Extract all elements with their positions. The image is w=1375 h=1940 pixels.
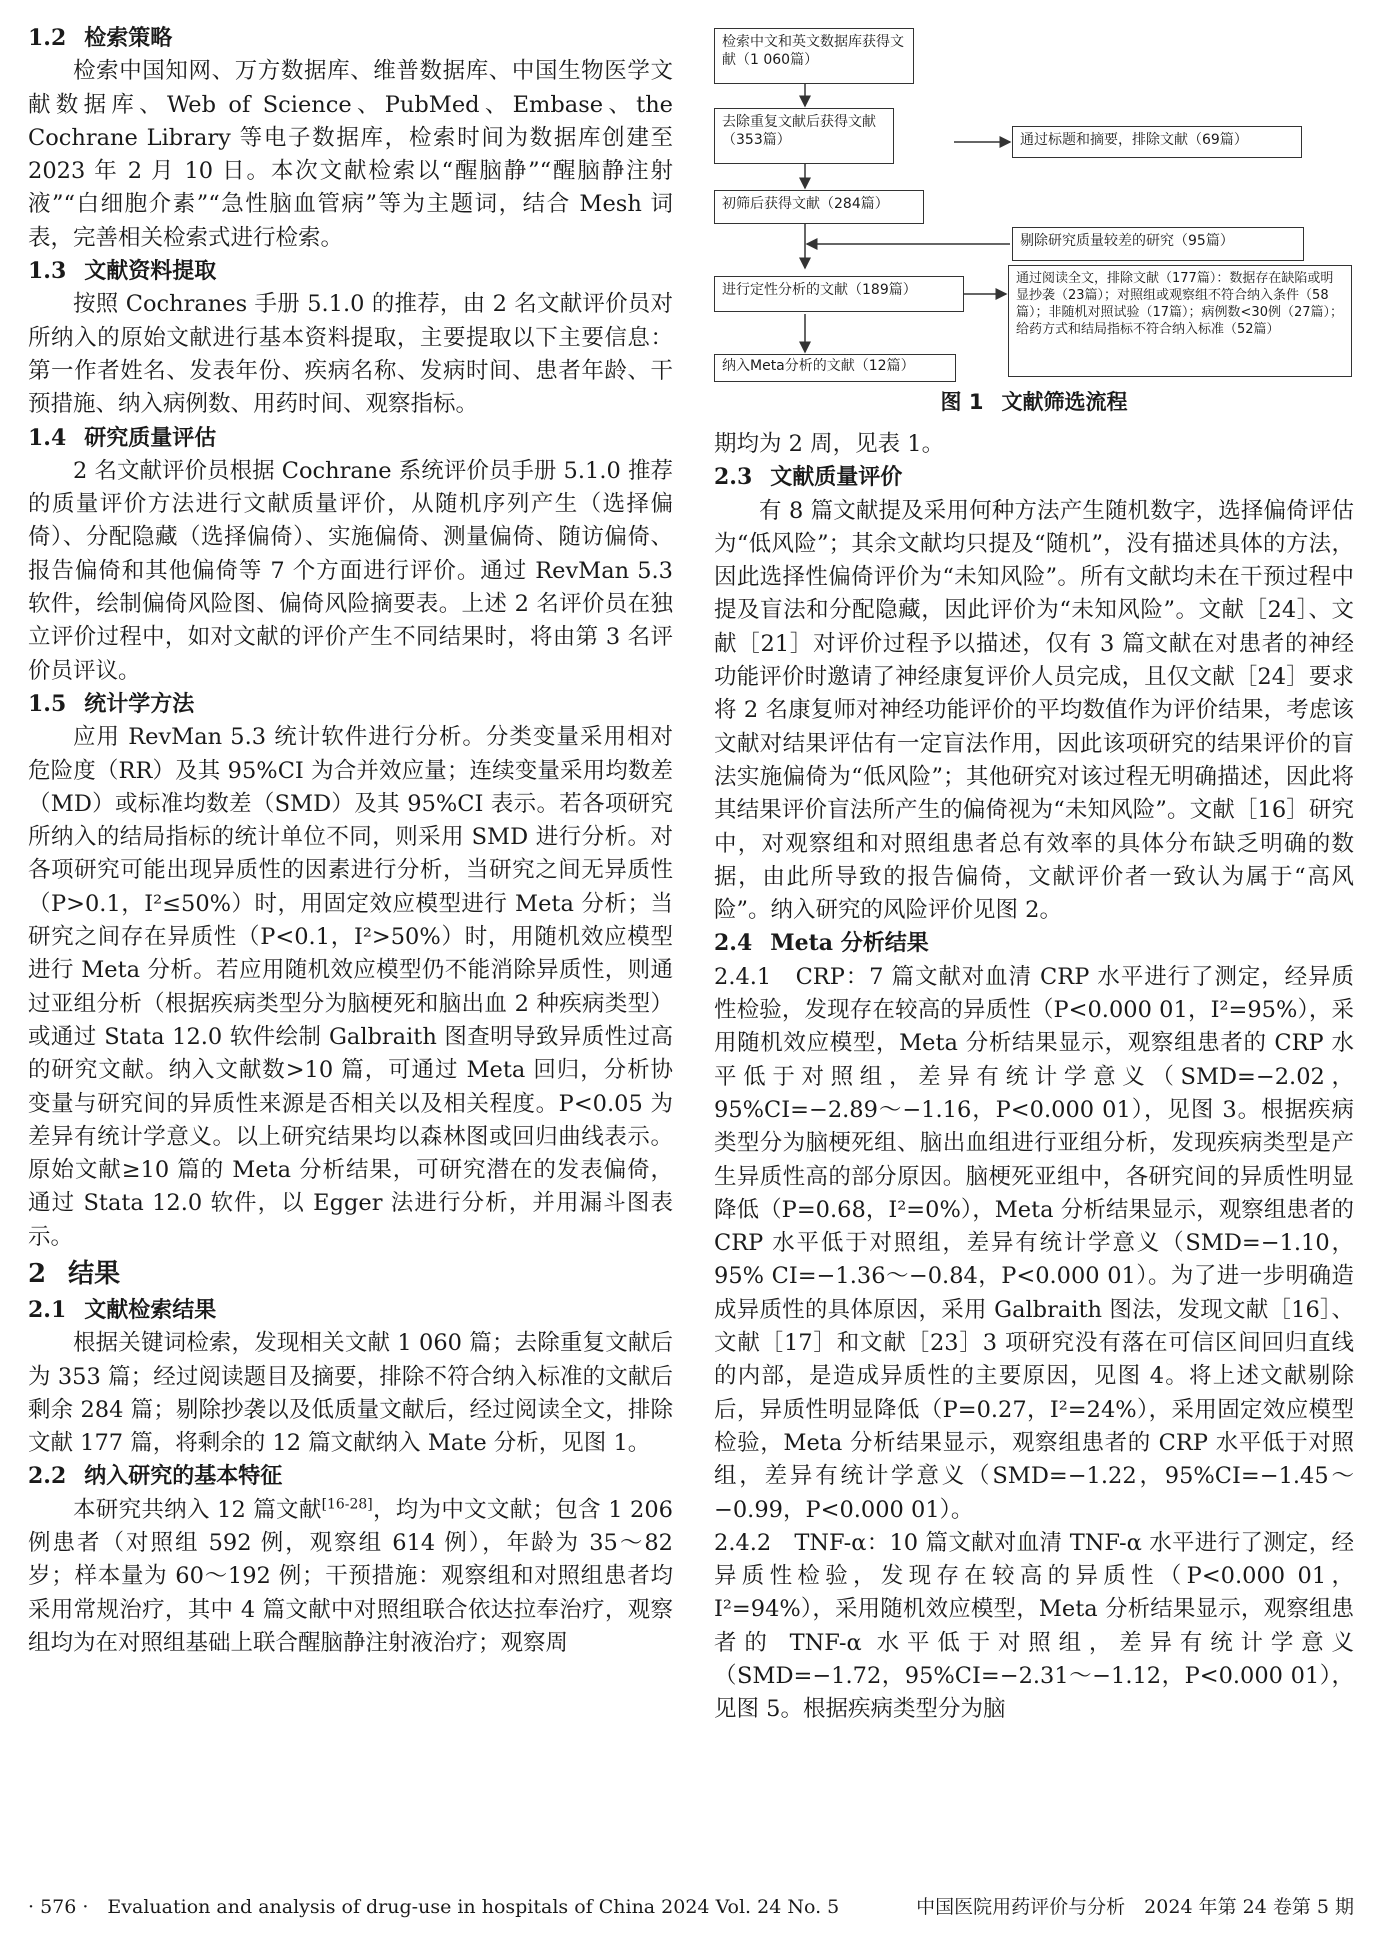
section-title: 纳入研究的基本特征 (84, 1463, 283, 1490)
section-heading (714, 461, 1354, 494)
figure-title: 文献筛选流程 (1001, 390, 1128, 414)
section-number: 2.2 (28, 1463, 67, 1490)
paragraph-text: 本研究共纳入 12 篇文献 (73, 1496, 322, 1523)
left-column (28, 22, 673, 1660)
section-heading (28, 255, 673, 288)
paragraph: 2.4.1 CRP：7 篇文献对血清 CRP 水平进行了测定，经异质性检验，发现存在较高的异质性（P<0.000 01，I²=95%），采用随机效应模型，Meta 分析结果显示，观察组患者的 CRP 水平低于对照组，差异有统计学意义（SMD=−2.02，95%CI=−2.89～−1.16，P<0.000 01），见图 3。根据疾病类型分为脑梗死组、脑出血组进行亚组分析，发现疾病类型是产生异质性高的部分原因。脑梗死亚组中，各研究间的异质性明显降低（P=0.68，I²=0%），Meta 分析结果显示，观察组患者的 CRP 水平低于对照组，差异有统计学意义（SMD=−1.10，95% CI=−1.36～−0.84，P<0.000 01）。为了进一步明确造成异质性的具体原因，采用 Galbraith 图法，发现文献［16］、文献［17］和文献［23］3 项研究没有落在可信区间回归直线的内部，是造成异质性的主要原因，见图 4。将上述文献剔除后，异质性明显降低（P=0.27，I²=24%），采用固定效应模型检验，Meta 分析结果显示，观察组患者的 CRP 水平低于对照组，差异有统计学意义（SMD=−1.22，95%CI=−1.45～−0.99，P<0.000 01）。 (714, 963, 1354, 1523)
section-title: 统计学方法 (84, 690, 195, 717)
section-number: 2.4 (714, 930, 753, 957)
section-number: 2.1 (28, 1296, 67, 1323)
section-number: 2.3 (714, 464, 753, 491)
flow-box-meta: 纳入Meta分析的文献（12篇） (714, 354, 956, 382)
page-footer (28, 1892, 1354, 1922)
flow-box-prelim: 初筛后获得文献（284篇） (714, 190, 924, 224)
section-number: 1.5 (28, 690, 67, 717)
flow-box-exclude-fulltext: 通过阅读全文，排除文献（177篇）：数据存在缺陷或明显抄袭（23篇）；对照组或观察组不符合纳入条件（58篇）；非随机对照试验（17篇）；病例数<30例（27篇）；给药方式和结局指标不符合纳入标准（52篇） (1008, 265, 1352, 377)
citation-ref: [16-28] (321, 1496, 373, 1513)
right-text (714, 428, 1354, 1727)
section-title: 检索策略 (84, 25, 173, 51)
figure-number: 图 1 (940, 390, 984, 414)
flow-box-dedup: 去除重复文献后获得文献（353篇） (714, 108, 894, 164)
paragraph: 根据关键词检索，发现相关文献 1 060 篇；去除重复文献后为 353 篇；经过阅读题目及摘要，排除不符合纳入标准的文献后剩余 284 篇；剔除抄袭以及低质量文献后，经过阅读全文，排除文献 177 篇，将剩余的 12 篇文献纳入 Mate 分析，见图 1。 (28, 1330, 673, 1457)
figure-caption (714, 382, 1354, 422)
paragraph: 检索中国知网、万方数据库、维普数据库、中国生物医学文献数据库、Web of Science、PubMed、Embase、the Cochrane Library 等电子数据库，检索时间为数据库创建至 2023 年 2 月 10 日。本次文献检索以“醒脑静”“醒脑静注射液”“白细胞介素”“急性脑血管病”等为主题词，结合 Mesh 词表，完善相关检索式进行检索。 (28, 58, 673, 251)
section-heading (28, 1294, 673, 1327)
section-heading (28, 1460, 673, 1493)
footer-right: 中国医院用药评价与分析 2024 年第 24 卷第 5 期 (916, 1896, 1354, 1918)
flow-box-exclude-title: 通过标题和摘要，排除文献（69篇） (1012, 126, 1302, 158)
flow-box-qualitative: 进行定性分析的文献（189篇） (714, 276, 964, 312)
paragraph: 按照 Cochranes 手册 5.1.0 的推荐，由 2 名文献评价员对所纳入的原始文献进行基本资料提取，主要提取以下主要信息：第一作者姓名、发表年份、疾病名称、发病时间、患者年龄、干预措施、纳入病例数、用药时间、观察指标。 (28, 291, 673, 418)
section-title: 结果 (68, 1258, 121, 1289)
section-number: 1.4 (28, 424, 67, 451)
section-heading (28, 422, 673, 455)
section-title: 文献检索结果 (84, 1296, 217, 1323)
paragraph: 应用 RevMan 5.3 统计软件进行分析。分类变量采用相对危险度（RR）及其 95%CI 为合并效应量；连续变量采用均数差（MD）或标准均数差（SMD）及其 95%CI 表示。若各项研究所纳入的结局指标的统计单位不同，则采用 SMD 进行分析。对各项研究可能出现异质性的因素进行分析，当研究之间无异质性（P>0.1，I²≤50%）时，用固定效应模型进行 Meta 分析；当研究之间存在异质性（P<0.1，I²>50%）时，用随机效应模型进行 Meta 分析。若应用随机效应模型仍不能消除异质性，则通过亚组分析（根据疾病类型分为脑梗死和脑出血 2 种疾病类型）或通过 Stata 12.0 软件绘制 Galbraith 图查明导致异质性过高的研究文献。纳入文献数>10 篇，可通过 Meta 回归，分析协变量与研究间的异质性来源是否相关以及相关程度。P<0.05 为差异有统计学意义。以上研究结果均以森林图或回归曲线表示。原始文献≥10 篇的 Meta 分析结果，可研究潜在的发表偏倚，通过 Stata 12.0 软件，以 Egger 法进行分析，并用漏斗图表示。 (28, 724, 674, 1250)
flowchart (714, 22, 1354, 382)
flow-box-search: 检索中文和英文数据库获得文献（1 060篇） (714, 28, 914, 84)
paragraph: 有 8 篇文献提及采用何种方法产生随机数字，选择偏倚评估为“低风险”；其余文献均只提及“随机”，没有描述具体的方法，因此选择性偏倚评价为“未知风险”。所有文献均未在干预过程中提及盲法和分配隐藏，因此评价为“未知风险”。文献［24］、文献［21］对评价过程予以描述，仅有 3 篇文献在对患者的神经功能评价时邀请了神经康复评价人员完成，且仅文献［24］要求将 2 名康复师对神经功能评价的平均数值作为评价结果，考虑该文献对结果评估有一定盲法作用，因此该项研究的结果评价的盲法实施偏倚为“低风险”；其他研究对该过程无明确描述，因此将其结果评价盲法所产生的偏倚视为“未知风险”。文献［16］研究中，对观察组和对照组患者总有效率的具体分布缺乏明确的数据，由此所导致的报告偏倚，文献评价者一致认为属于“高风险”。纳入研究的风险评价见图 2。 (714, 497, 1354, 924)
section-heading (28, 22, 673, 55)
paragraph-text: ，均为中文文献；包含 1 206 例患者（对照组 592 例，观察组 614 例），年龄为 35～82 岁；样本量为 60～192 例；干预措施：观察组和对照组患者均采用常规治疗，其中 4 篇文献中对照组联合依达拉奉治疗，观察组均为在对照组基础上联合醒脑静注射液治疗；观察周 (28, 1496, 673, 1656)
section-number: 2 (28, 1258, 47, 1289)
footer-left: · 576 · Evaluation and analysis of drug-use in hospitals of China 2024 Vol. 24 No. 5 (28, 1896, 840, 1918)
section-title: 文献质量评价 (770, 464, 903, 491)
section-title: 文献资料提取 (84, 258, 217, 285)
section-heading (28, 688, 673, 721)
section-heading (714, 927, 1354, 960)
section-title: 研究质量评估 (84, 424, 217, 451)
right-column (714, 22, 1354, 1727)
flow-box-exclude-quality: 剔除研究质量较差的研究（95篇） (1012, 227, 1304, 261)
paragraph: 期均为 2 周，见表 1。 (714, 431, 945, 457)
section-number: 1.2 (28, 25, 67, 51)
paragraph (28, 1494, 673, 1660)
section-title: Meta 分析结果 (770, 930, 929, 957)
paragraph: 2.4.2 TNF-α：10 篇文献对血清 TNF-α 水平进行了测定，经异质性检验，发现存在较高的异质性（P<0.000 01，I²=94%），采用随机效应模型，Meta 分析结果显示，观察组患者的 TNF-α 水平低于对照组，差异有统计学意义（SMD=−1.72，95%CI=−2.31～−1.12，P<0.000 01），见图 5。根据疾病类型分为脑 (714, 1529, 1354, 1723)
section-number: 1.3 (28, 258, 67, 285)
paragraph: 2 名文献评价员根据 Cochrane 系统评价员手册 5.1.0 推荐的质量评价方法进行文献质量评价，从随机序列产生（选择偏倚）、分配隐藏（选择偏倚）、实施偏倚、测量偏倚、随访偏倚、报告偏倚和其他偏倚等 7 个方面进行评价。通过 RevMan 5.3 软件，绘制偏倚风险图、偏倚风险摘要表。上述 2 名评价员在独立评价过程中，如对文献的评价产生不同结果时，将由第 3 名评价员评议。 (28, 457, 673, 684)
section-heading (28, 1256, 673, 1292)
